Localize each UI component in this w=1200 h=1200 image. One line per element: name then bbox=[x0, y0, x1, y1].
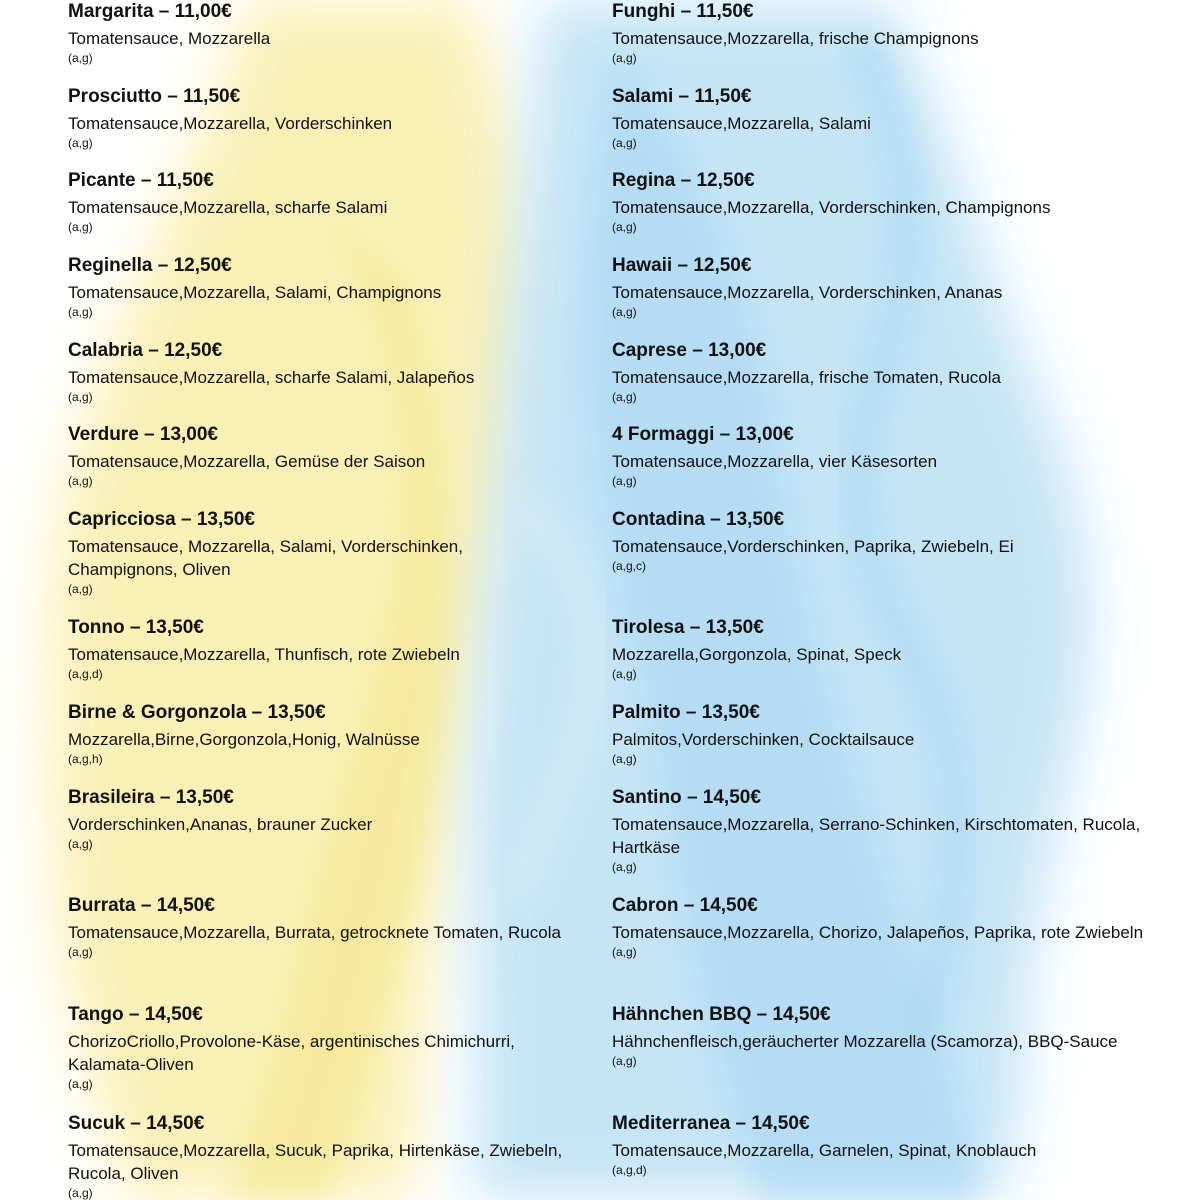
item-allergens: (a,g) bbox=[612, 220, 637, 234]
item-allergens: (a,g,c) bbox=[612, 559, 647, 573]
item-description: Tomatensauce,Mozzarella, Burrata, getrocknete Tomaten, Rucola bbox=[68, 923, 561, 942]
item-allergens: (a,g) bbox=[612, 1054, 637, 1068]
menu-item bbox=[612, 85, 1172, 150]
item-description: Tomatensauce,Mozzarella, scharfe Salami, Jalapeños bbox=[68, 368, 475, 387]
menu-item bbox=[612, 339, 1172, 404]
item-allergens: (a,g) bbox=[68, 582, 93, 596]
item-allergens: (a,g) bbox=[612, 474, 637, 488]
menu-item bbox=[612, 1112, 1172, 1177]
item-allergens: (a,g) bbox=[612, 667, 637, 681]
item-name: Prosciutto – 11,50€ bbox=[68, 86, 241, 107]
item-allergens: (a,g,h) bbox=[68, 752, 103, 766]
item-name: Burrata – 14,50€ bbox=[68, 895, 215, 916]
item-name: Mediterranea – 14,50€ bbox=[612, 1113, 810, 1134]
item-name: Margarita – 11,00€ bbox=[68, 1, 232, 22]
item-description: Tomatensauce,Mozzarella, Serrano-Schinken, Kirschtomaten, Rucola, Hartkäse bbox=[612, 815, 1141, 857]
item-description: Tomatensauce,Mozzarella, Vorderschinken, Ananas bbox=[612, 283, 1003, 302]
menu-item bbox=[68, 701, 568, 766]
item-name: Reginella – 12,50€ bbox=[68, 255, 232, 276]
item-description: Tomatensauce,Mozzarella, Chorizo, Jalapeños, Paprika, rote Zwiebeln bbox=[612, 923, 1144, 942]
item-name: Regina – 12,50€ bbox=[612, 170, 755, 191]
item-name: Birne & Gorgonzola – 13,50€ bbox=[68, 702, 326, 723]
item-allergens: (a,g) bbox=[68, 837, 93, 851]
item-name: Contadina – 13,50€ bbox=[612, 509, 785, 530]
item-description: Tomatensauce,Mozzarella, scharfe Salami bbox=[68, 198, 388, 217]
item-allergens: (a,g) bbox=[68, 945, 93, 959]
menu-item bbox=[612, 508, 1172, 573]
item-description: Tomatensauce,Mozzarella, vier Käsesorten bbox=[612, 452, 938, 471]
menu-item bbox=[612, 169, 1172, 234]
menu-item bbox=[612, 254, 1172, 319]
menu-item bbox=[612, 701, 1172, 766]
item-allergens: (a,g) bbox=[68, 220, 93, 234]
menu-item bbox=[68, 786, 568, 851]
menu-item bbox=[68, 894, 568, 959]
item-description: Mozzarella,Birne,Gorgonzola,Honig, Walnüsse bbox=[68, 730, 420, 749]
item-name: Caprese – 13,00€ bbox=[612, 340, 767, 361]
item-description: Hähnchenfleisch,geräucherter Mozzarella (Scamorza), BBQ-Sauce bbox=[612, 1032, 1118, 1051]
item-description: Tomatensauce,Mozzarella, Gemüse der Saison bbox=[68, 452, 426, 471]
item-name: Funghi – 11,50€ bbox=[612, 1, 754, 22]
menu-item bbox=[612, 1003, 1172, 1068]
menu-item bbox=[68, 339, 568, 404]
item-description: Tomatensauce,Mozzarella, Vorderschinken bbox=[68, 114, 393, 133]
item-allergens: (a,g) bbox=[612, 945, 637, 959]
item-description: Tomatensauce, Mozzarella bbox=[68, 29, 271, 48]
item-name: Tirolesa – 13,50€ bbox=[612, 617, 764, 638]
item-description: Tomatensauce,Mozzarella, Garnelen, Spinat, Knoblauch bbox=[612, 1141, 1037, 1160]
menu-item bbox=[68, 85, 568, 150]
item-description: Tomatensauce,Mozzarella, frische Champignons bbox=[612, 29, 979, 48]
item-description: Tomatensauce,Mozzarella, Sucuk, Paprika, Hirtenkäse, Zwiebeln, Rucola, Oliven bbox=[68, 1141, 563, 1183]
item-allergens: (a,g) bbox=[612, 136, 637, 150]
item-name: 4 Formaggi – 13,00€ bbox=[612, 424, 794, 445]
item-allergens: (a,g) bbox=[68, 1186, 93, 1200]
item-description: Tomatensauce,Mozzarella, Thunfisch, rote Zwiebeln bbox=[68, 645, 460, 664]
menu-item bbox=[68, 254, 568, 319]
item-allergens: (a,g) bbox=[68, 305, 93, 319]
item-description: Mozzarella,Gorgonzola, Spinat, Speck bbox=[612, 645, 902, 664]
item-description: Palmitos,Vorderschinken, Cocktailsauce bbox=[612, 730, 915, 749]
item-allergens: (a,g) bbox=[68, 390, 93, 404]
menu-item bbox=[612, 616, 1172, 681]
menu-item bbox=[612, 0, 1172, 65]
item-allergens: (a,g,d) bbox=[68, 667, 103, 681]
item-description: Tomatensauce,Mozzarella, Vorderschinken, Champignons bbox=[612, 198, 1051, 217]
menu-item bbox=[612, 423, 1172, 488]
menu-item bbox=[68, 1003, 568, 1091]
item-name: Verdure – 13,00€ bbox=[68, 424, 218, 445]
item-description: Vorderschinken,Ananas, brauner Zucker bbox=[68, 815, 373, 834]
menu-item bbox=[68, 169, 568, 234]
menu-item bbox=[68, 616, 568, 681]
item-name: Santino – 14,50€ bbox=[612, 787, 761, 808]
item-description: ChorizoCriollo,Provolone-Käse, argentinisches Chimichurri, Kalamata-Oliven bbox=[68, 1032, 515, 1074]
item-name: Brasileira – 13,50€ bbox=[68, 787, 234, 808]
item-allergens: (a,g) bbox=[612, 305, 637, 319]
item-allergens: (a,g) bbox=[68, 136, 93, 150]
item-description: Tomatensauce,Mozzarella, Salami, Champignons bbox=[68, 283, 442, 302]
item-name: Tonno – 13,50€ bbox=[68, 617, 204, 638]
item-name: Picante – 11,50€ bbox=[68, 170, 214, 191]
item-description: Tomatensauce,Mozzarella, Salami bbox=[612, 114, 871, 133]
item-description: Tomatensauce,Mozzarella, frische Tomaten, Rucola bbox=[612, 368, 1001, 387]
menu-item bbox=[68, 1112, 568, 1200]
item-name: Palmito – 13,50€ bbox=[612, 702, 760, 723]
item-description: Tomatensauce,Vorderschinken, Paprika, Zwiebeln, Ei bbox=[612, 537, 1014, 556]
item-name: Hähnchen BBQ – 14,50€ bbox=[612, 1004, 831, 1025]
item-name: Calabria – 12,50€ bbox=[68, 340, 223, 361]
menu-item bbox=[68, 0, 568, 65]
item-name: Salami – 11,50€ bbox=[612, 86, 752, 107]
item-allergens: (a,g) bbox=[68, 1077, 93, 1091]
item-name: Cabron – 14,50€ bbox=[612, 895, 758, 916]
item-allergens: (a,g) bbox=[612, 51, 637, 65]
item-name: Tango – 14,50€ bbox=[68, 1004, 203, 1025]
menu-item bbox=[612, 786, 1172, 874]
item-allergens: (a,g,d) bbox=[612, 1163, 647, 1177]
menu-item bbox=[68, 508, 568, 596]
item-allergens: (a,g) bbox=[612, 752, 637, 766]
item-allergens: (a,g) bbox=[612, 390, 637, 404]
item-name: Hawaii – 12,50€ bbox=[612, 255, 752, 276]
menu-item bbox=[68, 423, 568, 488]
item-allergens: (a,g) bbox=[68, 51, 93, 65]
menu-item bbox=[612, 894, 1172, 959]
item-name: Sucuk – 14,50€ bbox=[68, 1113, 205, 1134]
item-description: Tomatensauce, Mozzarella, Salami, Vorderschinken, Champignons, Oliven bbox=[68, 537, 463, 579]
item-allergens: (a,g) bbox=[68, 474, 93, 488]
item-allergens: (a,g) bbox=[612, 860, 637, 874]
item-name: Capricciosa – 13,50€ bbox=[68, 509, 255, 530]
